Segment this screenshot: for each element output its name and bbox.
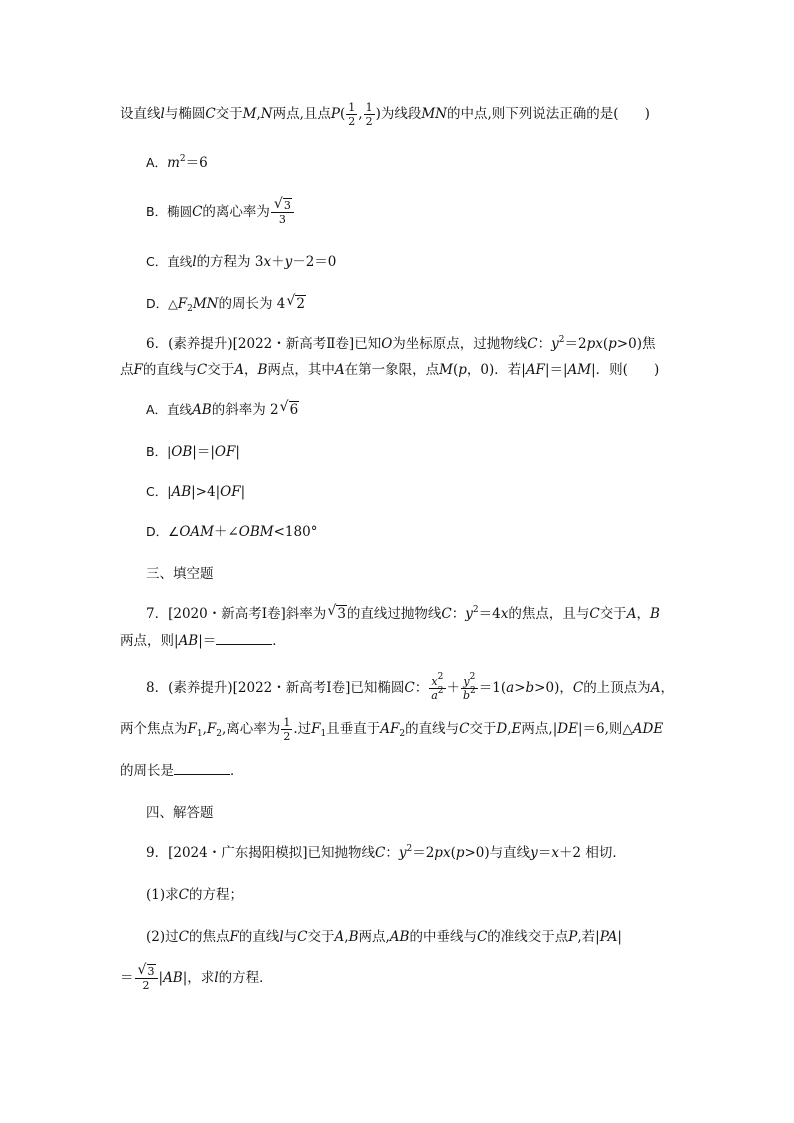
fraction-sqrt3-over-3: √ 3 3 [271, 200, 294, 225]
fraction-half: $\frac{1}{2}$ [365, 101, 373, 128]
section-heading-solve: 四、解答题 [146, 805, 214, 821]
fraction-x2-over-a2: $\frac{x^2}{a^2}$ [431, 672, 444, 702]
answer-blank[interactable] [174, 760, 230, 775]
q7-line-2: 两点，则|AB|＝ ． [120, 630, 286, 651]
q6-option-d: D．∠OAM＋∠OBM<180° [146, 524, 318, 540]
q9-part-2: (2)过C的焦点F的直线l与C交于A,B两点,AB的中垂线与C的准线交于点P,若|PA| [146, 929, 622, 945]
section-heading-fill-in: 三、填空题 [146, 566, 214, 582]
sqrt-3: √ 3 [327, 603, 346, 622]
q6-line-2: 点F的直线与C交于A，B两点，其中A在第一象限，点M(p，0)．若|AF|＝|AM|．则( ) [120, 362, 660, 378]
fraction-half: $\frac{1}{2}$ [348, 101, 356, 128]
q6-line-1: 6．(素养提升)[2022・新高考Ⅱ卷]已知O为坐标原点，过抛物线C：$y^2=2px(p>0)$焦 [146, 335, 656, 352]
q5-stem: 设直线l与椭圆C交于M,N两点,且点P( $\frac{1}{2}$ , $\frac{1}{2}$ )为线段MN的中点,则下列说法正确的是( ) [120, 101, 650, 128]
q5-option-b: B．椭圆C的离心率为 √ 3 3 [146, 200, 295, 225]
q9-part-1: (1)求C的方程； [146, 887, 243, 903]
q8-line-1: 8．(素养提升)[2022・新高考Ⅰ卷]已知椭圆C： $\frac{x^2}{a^2}$ ＋ $\frac{y^2}{b^2}$ ＝1(a>b>0)，C的上顶点为A， [146, 672, 674, 702]
q8-line-2: 两个焦点为$F_1,F_2$,离心率为 $\frac{1}{2}$ .过$F_1$且垂直于$AF_2$的直线与C交于D,E两点,|DE|＝6,则△ADE [120, 716, 664, 743]
sqrt-6: √ 6 [279, 399, 299, 418]
sqrt-2: √ 2 [286, 293, 305, 312]
q9-line-1: 9．[2024・广东揭阳模拟]已知抛物线C：$y^2=2px(p>0)$与直线y＝x＋2 相切． [146, 844, 626, 861]
fraction-y2-over-b2: $\frac{y^2}{b^2}$ [463, 672, 476, 702]
q6-option-a: A．直线AB的斜率为 2 √ 6 [146, 399, 299, 418]
fraction-sqrt3-over-2: √ 3 2 [135, 966, 158, 991]
fraction-half: $\frac{1}{2}$ [283, 716, 291, 743]
answer-blank[interactable] [216, 630, 272, 645]
q7-line-1: 7．[2020・新高考Ⅰ卷]斜率为 √ 3的直线过抛物线C：$y^2=4x$的焦点，且与C交于A，B [146, 603, 660, 622]
q5-option-c: C．直线l的方程为 3x＋y－2＝0 [146, 254, 337, 270]
q5-option-a: A．$m^2=6$ [146, 154, 208, 171]
q6-option-c: C．|AB|>4|OF| [146, 484, 246, 500]
q8-line-3: 的周长是 ． [120, 760, 244, 781]
q9-part-2-cont: ＝ √ 3 2 |AB|，求l的方程． [120, 962, 273, 992]
q6-option-b: B．|OB|＝|OF| [146, 444, 240, 460]
q5-option-d: D．$\triangle F_2MN$的周长为 4 √ 2 [146, 293, 305, 314]
